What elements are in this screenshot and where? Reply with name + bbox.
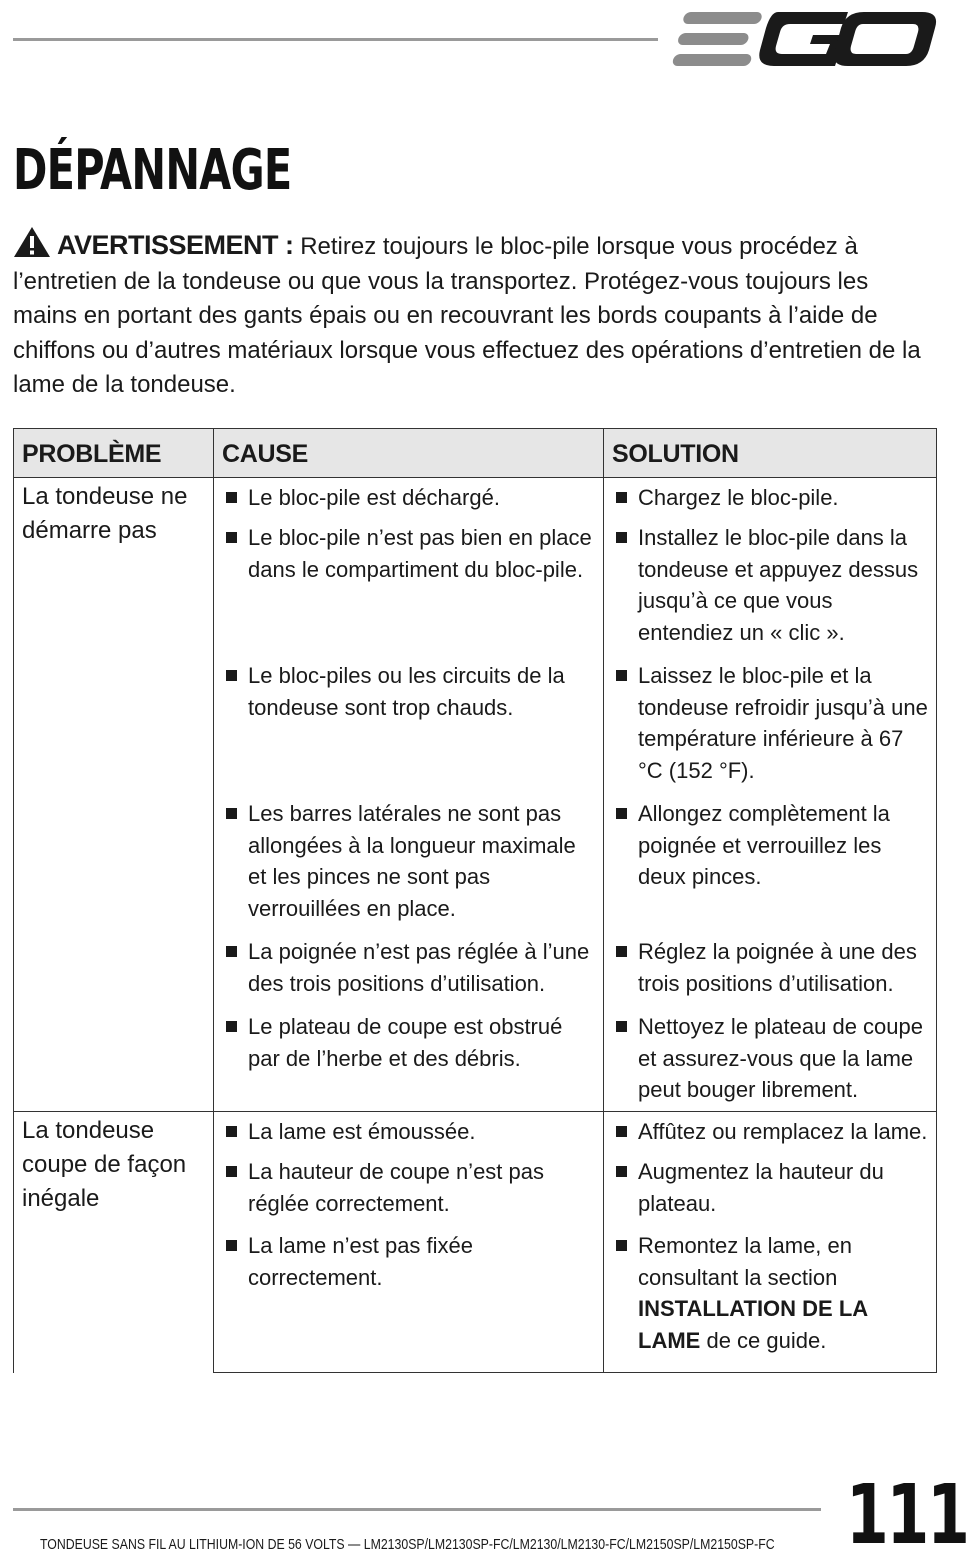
cause-cell xyxy=(214,518,604,656)
cause-item: La poignée n’est pas réglée à l’une des trois positions d’utilisation. xyxy=(226,936,597,999)
solution-item: Allongez complètement la poignée et verrouillez les deux pinces. xyxy=(616,798,930,893)
cause-cell xyxy=(214,1152,604,1226)
problem-text: La tondeuse coupe de façon inégale xyxy=(22,1117,187,1212)
footer-product-line: TONDEUSE SANS FIL AU LITHIUM-ION DE 56 VOLTS — LM2130SP/LM2130SP-FC/LM2130/LM2130-FC/LM2150SP/LM2150SP-FC xyxy=(40,1536,775,1553)
table-row xyxy=(14,478,937,519)
solution-cell xyxy=(604,478,937,519)
solution-cell xyxy=(604,794,937,932)
solution-item: Réglez la poignée à une des trois positions d’utilisation. xyxy=(616,936,930,999)
warning-block xyxy=(13,226,935,403)
cause-cell xyxy=(214,656,604,794)
header-cause: CAUSE xyxy=(214,429,604,478)
cause-cell xyxy=(214,932,604,1007)
cause-cell xyxy=(214,1226,604,1373)
header-solution: SOLUTION xyxy=(604,429,937,478)
solution-cell xyxy=(604,656,937,794)
solution-text: de ce guide. xyxy=(706,1327,827,1353)
header-problem: PROBLÈME xyxy=(14,429,214,478)
cause-item: Le bloc-piles ou les circuits de la tondeuse sont trop chauds. xyxy=(226,660,597,723)
cause-cell xyxy=(214,478,604,519)
cause-item: Le bloc-pile est déchargé. xyxy=(226,482,597,514)
troubleshooting-table xyxy=(13,428,937,1373)
cause-cell xyxy=(214,1007,604,1112)
section-reference: INSTALLATION DE LA LAME xyxy=(638,1296,868,1353)
cause-item: Le plateau de coupe est obstrué par de l’herbe et des débris. xyxy=(226,1011,597,1074)
solution-cell xyxy=(604,518,937,656)
cause-item: Le bloc-pile n’est pas bien en place dans le compartiment du bloc-pile. xyxy=(226,522,597,585)
cause-item: La lame est émoussée. xyxy=(226,1116,597,1148)
cause-cell xyxy=(214,1112,604,1153)
solution-text: Remontez la lame, en consultant la section xyxy=(638,1233,852,1290)
cause-item: La hauteur de coupe n’est pas réglée correctement. xyxy=(226,1156,597,1219)
ego-logo xyxy=(678,8,936,70)
cause-item: Les barres latérales ne sont pas allongées à la longueur maximale et les pinces ne sont pas verrouillées en place. xyxy=(226,798,597,924)
solution-item: Installez le bloc-pile dans la tondeuse et appuyez dessus jusqu’à ce que vous entendiez un « clic ». xyxy=(616,522,930,648)
page-number: 111 xyxy=(846,1468,968,1563)
solution-item: Chargez le bloc-pile. xyxy=(616,482,930,514)
solution-cell xyxy=(604,932,937,1007)
solution-item: Augmentez la hauteur du plateau. xyxy=(616,1156,930,1219)
solution-item: Nettoyez le plateau de coupe et assurez-vous que la lame peut bouger librement. xyxy=(616,1011,930,1106)
solution-cell xyxy=(604,1112,937,1153)
solution-cell xyxy=(604,1152,937,1226)
cause-cell xyxy=(214,794,604,932)
solution-cell xyxy=(604,1007,937,1112)
header-rule xyxy=(13,38,658,41)
cause-item: La lame n’est pas fixée correctement. xyxy=(226,1230,597,1293)
problem-text: La tondeuse ne démarre pas xyxy=(22,483,188,544)
footer-rule xyxy=(13,1508,821,1511)
solution-item: Laissez le bloc-pile et la tondeuse refroidir jusqu’à une température inférieure à 67 °C (152 °F). xyxy=(616,660,930,786)
warning-label: AVERTISSEMENT : xyxy=(57,230,294,260)
problem-cell xyxy=(14,1112,214,1373)
warning-text: Retirez toujours le bloc-pile lorsque vous procédez à l’entretien de la tondeuse ou que vous la transportez. Protégez-vous toujours les mains en portant des gants épais ou en recouvrant les bords coupants à l’aide de chiffons ou d’autres matériaux lorsque vous effectuez des opérations d’entretien de la lame de la tondeuse. xyxy=(13,233,921,398)
table-row xyxy=(14,1112,937,1153)
table-header-row xyxy=(14,429,937,478)
solution-item xyxy=(616,1230,930,1356)
page-title: DÉPANNAGE xyxy=(13,138,292,203)
problem-cell xyxy=(14,478,214,1112)
warning-triangle-icon xyxy=(13,226,51,258)
solution-item: Affûtez ou remplacez la lame. xyxy=(616,1116,930,1148)
solution-cell xyxy=(604,1226,937,1373)
